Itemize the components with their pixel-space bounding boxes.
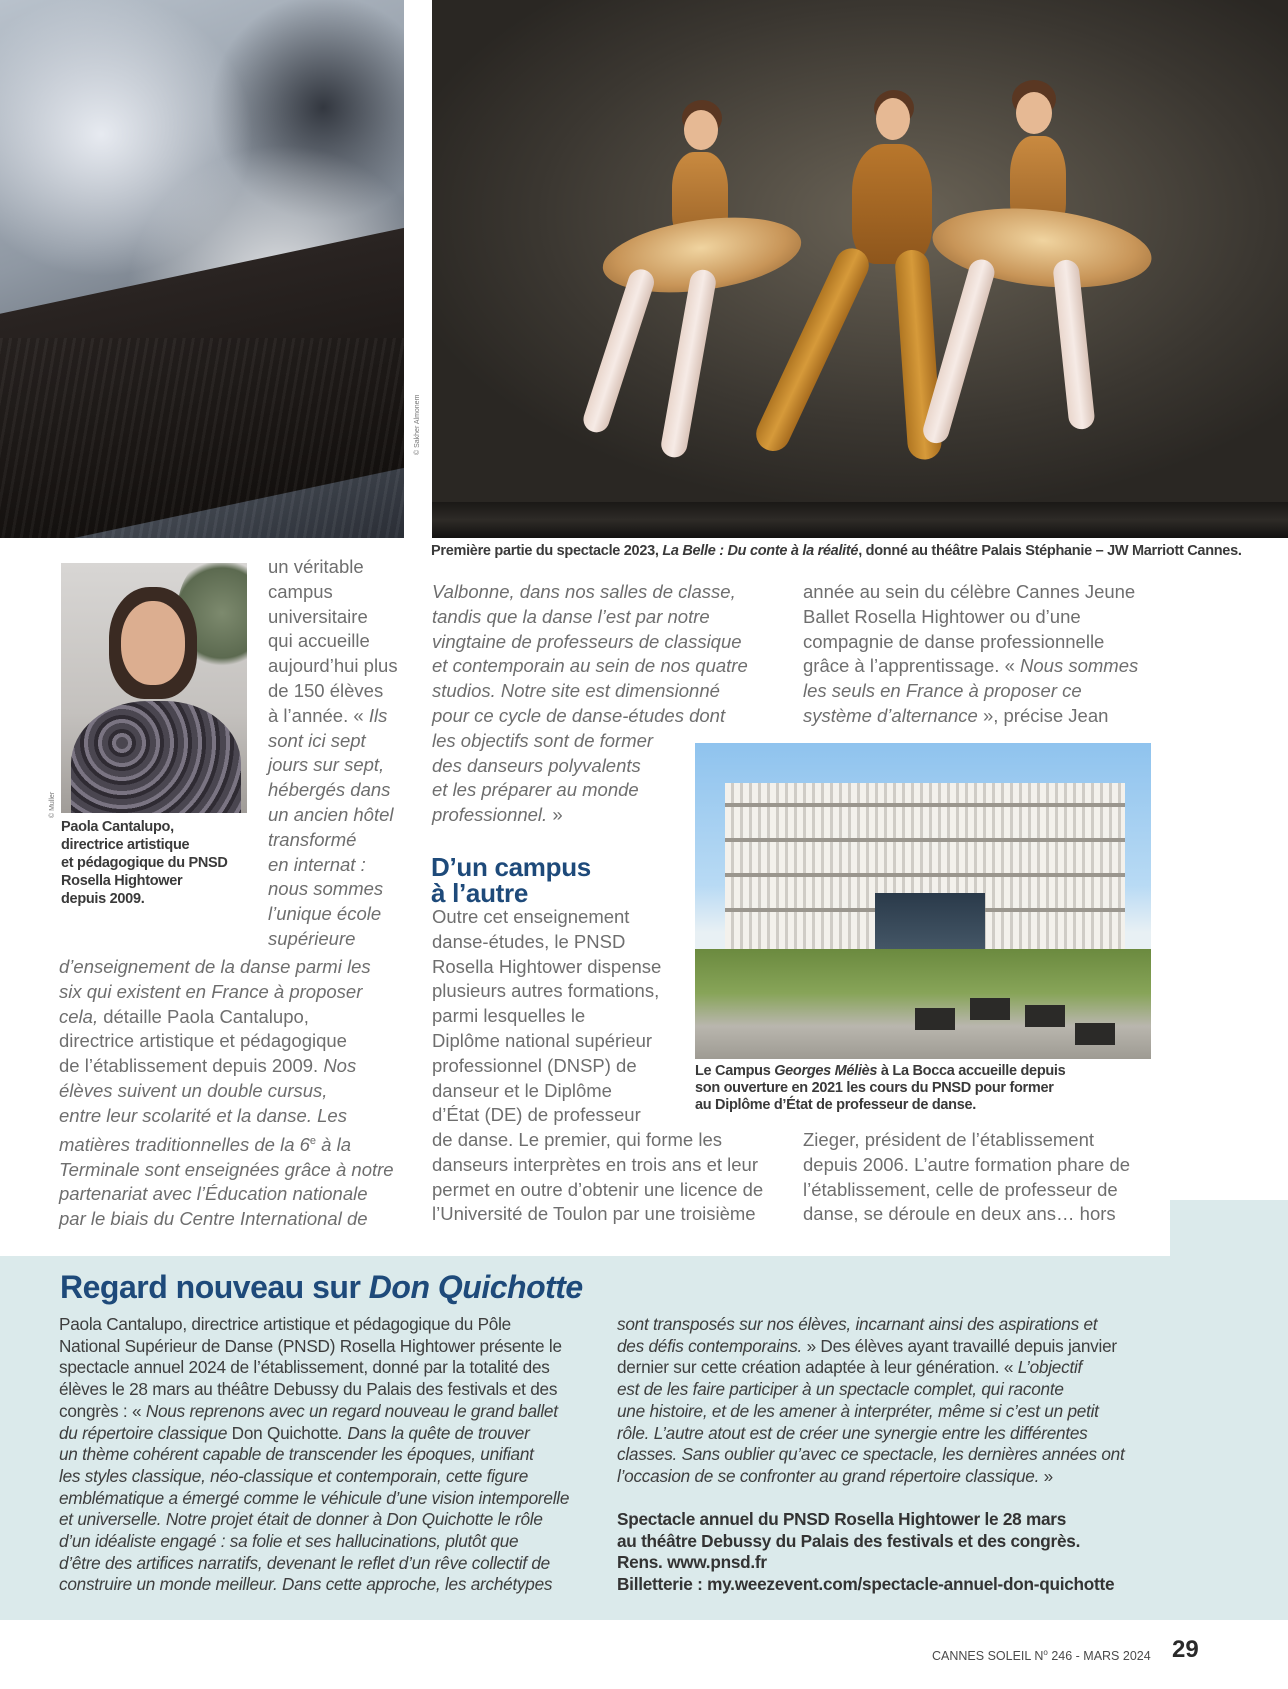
text-run: une histoire, et de les amener à interpréter, même si c’est un petit [617, 1400, 1099, 1421]
ballet-photo [432, 0, 1288, 538]
text-run: danse, se déroule en deux ans… hors [803, 1203, 1116, 1225]
text-line [432, 1029, 661, 1054]
text-line [268, 778, 398, 803]
text-line [432, 1054, 661, 1079]
text-run: Zieger, président de l’établissement [803, 1129, 1095, 1150]
text-run: construire un monde meilleur. Dans cette approche, les archétypes [59, 1574, 553, 1595]
text-run: des défis contemporains. [617, 1335, 803, 1356]
box-title [60, 1269, 583, 1306]
text-run: un thème cohérent capable de transcender les époques, unifiant [59, 1444, 534, 1465]
article-column-3-top [803, 580, 1138, 729]
text-run: six qui existent en France à proposer [59, 980, 363, 1002]
text-run: nous sommes [268, 878, 384, 900]
text-line [59, 1104, 394, 1129]
text-run: de l’établissement depuis 2009. [59, 1055, 324, 1077]
text-run: de danse. Le premier, qui forme les [432, 1129, 722, 1150]
text-run: l’établissement, celle de professeur de [803, 1178, 1118, 1200]
caption-text: Première partie du spectacle 2023, [431, 543, 663, 559]
text-line [59, 1574, 569, 1596]
text-run: les seuls en France à proposer ce [803, 680, 1082, 702]
text-run: danseurs interprètes en trois ans et leur [432, 1153, 758, 1175]
text-line [268, 679, 398, 704]
text-line [432, 955, 661, 980]
text-run: de 150 élèves [268, 679, 384, 701]
text-run: congrès : « [59, 1400, 146, 1421]
text-run: élèves le 28 mars au théâtre Debussy du Palais des festivals et des [59, 1379, 558, 1400]
text-run: Ballet Rosella Hightower ou d’une [803, 605, 1081, 627]
caption-line: depuis 2009. [61, 891, 145, 907]
ballet-caption [431, 543, 1281, 559]
text-run: Nous sommes [1020, 655, 1139, 677]
text-line [617, 1357, 1125, 1379]
section-heading [431, 854, 591, 906]
text-run: supérieure [268, 927, 356, 949]
text-run: entre leur scolarité et la danse. Les [59, 1104, 347, 1126]
text-line [268, 629, 398, 654]
text-run: et les préparer au monde [432, 779, 639, 801]
text-run: au théâtre Debussy du Palais des festivals et des congrès. [617, 1530, 1081, 1551]
portrait-caption [61, 818, 261, 908]
campus-caption [695, 1063, 1155, 1114]
box-column-right [617, 1314, 1125, 1488]
text-run: des danseurs polyvalents [432, 754, 641, 776]
text-line [617, 1574, 1114, 1596]
box-notch [1170, 1200, 1288, 1256]
caption-line: son ouverture en 2021 les cours du PNSD pour former [695, 1080, 1054, 1096]
text-run: danseur et le Diplôme [432, 1079, 612, 1101]
text-line [803, 1153, 1130, 1178]
text-line [617, 1552, 1114, 1574]
text-run: et contemporain au sein de nos quatre [432, 655, 748, 677]
text-line [59, 980, 394, 1005]
text-run: rôle. L’autre atout est de créer une synergie entre les différentes [617, 1422, 1088, 1443]
text-line [268, 828, 398, 853]
text-line [803, 630, 1138, 655]
footer-text: CANNES SOLEIL N [932, 1649, 1044, 1664]
text-line [432, 1178, 763, 1203]
text-line [59, 1444, 569, 1466]
text-run: les styles classique, néo-classique et contemporain, cette figure [59, 1465, 529, 1486]
text-line [432, 1079, 661, 1104]
box-practical-info [617, 1509, 1114, 1596]
campus-photo [695, 743, 1151, 1059]
magazine-footer [932, 1648, 1151, 1663]
text-line [617, 1401, 1125, 1423]
footer-sup: o [1043, 1648, 1048, 1657]
text-run: Diplôme national supérieur [432, 1029, 653, 1051]
text-run: année au sein du célèbre Cannes Jeune [803, 581, 1136, 602]
text-line [59, 1054, 394, 1079]
text-line [59, 1336, 569, 1358]
text-line [432, 580, 748, 605]
text-run: » Des élèves ayant travaillé depuis janvier [802, 1335, 1117, 1356]
text-line [617, 1336, 1125, 1358]
text-line [617, 1531, 1114, 1553]
text-line [803, 679, 1138, 704]
text-line [803, 605, 1138, 630]
text-line [803, 1202, 1130, 1227]
text-line [268, 654, 398, 679]
text-line [59, 1207, 394, 1232]
text-run: un ancien hôtel [268, 803, 394, 825]
text-run: parmi lesquelles le [432, 1005, 586, 1027]
text-line [803, 580, 1138, 605]
text-run: » [547, 804, 563, 826]
text-line [432, 1128, 763, 1153]
text-line [617, 1509, 1114, 1531]
text-line [803, 654, 1138, 679]
text-line [432, 1153, 763, 1178]
text-line [268, 580, 398, 605]
text-run: est de les faire participer à un spectacle complet, qui raconte [617, 1379, 1064, 1400]
text-run: L’objectif [1017, 1357, 1083, 1378]
text-run: tandis que la danse l’est par notre [432, 605, 710, 627]
text-line [432, 979, 661, 1004]
text-line [59, 1401, 569, 1423]
caption-line: Paola Cantalupo, [61, 819, 174, 835]
caption-line: et pédagogique du PNSD [61, 855, 228, 871]
text-line [59, 1509, 569, 1531]
text-run: sont transposés sur nos élèves, incarnant ainsi des aspirations et [617, 1314, 1098, 1334]
portrait-photo [61, 563, 247, 813]
text-run: un véritable [268, 556, 364, 577]
text-line [268, 729, 398, 754]
text-run: par le biais du Centre International de [59, 1208, 368, 1230]
text-run: Nous reprenons avec un regard nouveau le grand ballet [145, 1400, 558, 1421]
text-run: danse-études, le PNSD [432, 930, 626, 952]
text-line [59, 1357, 569, 1379]
text-line [432, 704, 748, 729]
text-line [432, 930, 661, 955]
text-line [268, 605, 398, 630]
text-line [268, 704, 398, 729]
text-line [432, 1202, 763, 1227]
caption-line: Rosella Hightower [61, 873, 183, 889]
text-run: du répertoire classique [59, 1422, 228, 1443]
article-column-2-narrow [432, 905, 661, 1128]
text-line [59, 955, 394, 980]
text-line [268, 853, 398, 878]
text-run: jours sur sept, [268, 754, 385, 776]
text-line [59, 1423, 569, 1445]
heading-line: D’un campus [431, 852, 591, 882]
text-run: depuis 2006. L’autre formation phare de [803, 1153, 1131, 1175]
article-column-2-wide [432, 1128, 763, 1227]
text-line [59, 1379, 569, 1401]
text-run: à l’année. « [268, 704, 369, 726]
text-run: Outre cet enseignement [432, 906, 630, 927]
text-run: Valbonne, dans nos salles de classe, [432, 581, 736, 602]
text-run: Nos [323, 1055, 357, 1077]
box-title-text: Regard nouveau sur [60, 1269, 369, 1305]
text-line [59, 1029, 394, 1054]
text-run: d’enseignement de la danse parmi les [59, 956, 371, 977]
article-column-3-bottom [803, 1128, 1130, 1227]
text-line [268, 927, 398, 952]
text-run: », précise Jean [977, 704, 1109, 726]
text-run: l’unique école [268, 903, 382, 925]
text-line [432, 905, 661, 930]
text-run: Rens. www.pnsd.fr [617, 1552, 767, 1573]
footer-text: 246 - MARS 2024 [1047, 1649, 1151, 1664]
text-run: classes. Sans oublier qu’avec ce spectacle, les dernières années ont [617, 1444, 1125, 1465]
caption-text: à La Bocca accueille depuis [877, 1063, 1066, 1079]
text-run: cela, [59, 1005, 99, 1027]
text-run: » [1039, 1465, 1053, 1486]
text-line [432, 1004, 661, 1029]
text-run: transformé [268, 828, 357, 850]
text-run: dernier sur cette création adaptée à leur génération. « [617, 1357, 1018, 1378]
text-run: partenariat avec l’Éducation nationale [59, 1183, 368, 1205]
text-line [268, 803, 398, 828]
text-run: National Supérieur de Danse (PNSD) Rosella Hightower présente le [59, 1335, 562, 1356]
text-line [59, 1553, 569, 1575]
text-line [268, 555, 398, 580]
text-run: compagnie de danse professionnelle [803, 630, 1105, 652]
text-run: grâce à l’apprentissage. « [803, 655, 1020, 677]
text-run: vingtaine de professeurs de classique [432, 630, 742, 652]
text-run: Spectacle annuel du PNSD Rosella Hightower le 28 mars [617, 1509, 1067, 1529]
caption-line: au Diplôme d’État de professeur de danse. [695, 1097, 976, 1113]
text-line [59, 1005, 394, 1030]
text-run: campus [268, 580, 333, 602]
text-run: . Dans la quête de trouver [338, 1422, 530, 1443]
text-run: directrice artistique et pédagogique [59, 1030, 347, 1052]
portrait-photo-credit: © Muller [49, 791, 56, 818]
text-line [59, 1314, 569, 1336]
text-run: les objectifs sont de former [432, 729, 654, 751]
text-run: l’occasion de se confronter au grand répertoire classique. [617, 1465, 1040, 1486]
text-line [59, 1531, 569, 1553]
ballet-photo-credit: © Sakher Almonem [414, 394, 421, 455]
text-line [59, 1488, 569, 1510]
text-run: professionnel (DNSP) de [432, 1054, 637, 1076]
text-run: hébergés dans [268, 779, 391, 801]
text-run: aujourd’hui plus [268, 655, 398, 677]
text-run: Ils [368, 704, 388, 726]
text-run: emblématique a émergé comme le véhicule d’une vision intemporelle [59, 1487, 570, 1508]
box-title-work: Don Quichotte [368, 1269, 583, 1305]
text-line [803, 1128, 1130, 1153]
text-line [268, 877, 398, 902]
text-run: pour ce cycle de danse-études dont [432, 704, 726, 726]
text-line [432, 630, 748, 655]
text-run: permet en outre d’obtenir une licence de [432, 1178, 764, 1200]
page-number: 29 [1172, 1636, 1199, 1663]
text-run: Don Quichotte [227, 1422, 339, 1443]
text-run: Billetterie : my.weezevent.com/spectacle-annuel-don-quichotte [617, 1574, 1115, 1595]
box-column-left [59, 1314, 569, 1596]
text-run: e [309, 1134, 317, 1147]
article-column-1-narrow [268, 555, 398, 952]
text-line [59, 1182, 394, 1207]
text-run: d’un idéaliste engagé : sa folie et ses hallucinations, plutôt que [59, 1531, 519, 1552]
text-line [59, 1158, 394, 1183]
text-run: système d’alternance [803, 704, 978, 726]
text-run: matières traditionnelles de la 6 [59, 1133, 310, 1155]
text-run: plusieurs autres formations, [432, 980, 660, 1002]
text-run: d’être des artifices narratifs, devenant le reflet d’un rêve collectif de [59, 1552, 550, 1573]
text-line [617, 1423, 1125, 1445]
text-line [268, 902, 398, 927]
caption-line: directrice artistique [61, 837, 190, 853]
text-run: Rosella Hightower dispense [432, 955, 662, 977]
text-line [617, 1466, 1125, 1488]
caption-text: , donné au théâtre Palais Stéphanie – JW Marriott Cannes. [858, 543, 1242, 559]
text-run: à la [316, 1133, 352, 1155]
article-column-1-wide [59, 955, 394, 1232]
text-line [617, 1379, 1125, 1401]
text-run: d’État (DE) de professeur [432, 1104, 641, 1126]
text-line [59, 1129, 394, 1158]
text-run: détaille Paola Cantalupo, [98, 1005, 309, 1027]
text-line [432, 1103, 661, 1128]
text-line [432, 679, 748, 704]
text-line [803, 704, 1138, 729]
text-run: qui accueille [268, 630, 370, 652]
text-line [803, 1178, 1130, 1203]
text-run: spectacle annuel 2024 de l’établissement, donné par la totalité des [59, 1357, 550, 1378]
caption-name: Georges Méliès [774, 1063, 878, 1079]
text-run: Terminale sont enseignées grâce à notre [59, 1158, 394, 1180]
text-line [432, 654, 748, 679]
text-run: universitaire [268, 605, 368, 627]
caption-title: La Belle : Du conte à la réalité [662, 543, 859, 559]
text-run: sont ici sept [268, 729, 366, 751]
text-line [59, 1466, 569, 1488]
text-run: Paola Cantalupo, directrice artistique et pédagogique du Pôle [59, 1314, 511, 1334]
heading-line: à l’autre [431, 878, 529, 908]
text-line [617, 1444, 1125, 1466]
caption-text: Le Campus [695, 1063, 775, 1079]
text-line [617, 1314, 1125, 1336]
text-line [268, 753, 398, 778]
text-run: en internat : [268, 853, 366, 875]
cloud-photo [0, 0, 404, 538]
text-run: élèves suivent un double cursus, [59, 1079, 328, 1101]
text-run: professionnel. [432, 804, 548, 826]
text-run: et universelle. Notre projet était de donner à Don Quichotte le rôle [59, 1509, 543, 1530]
text-line [432, 605, 748, 630]
text-line [59, 1079, 394, 1104]
text-run: studios. Notre site est dimensionné [432, 680, 720, 702]
text-run: l’Université de Toulon par une troisième [432, 1203, 756, 1225]
